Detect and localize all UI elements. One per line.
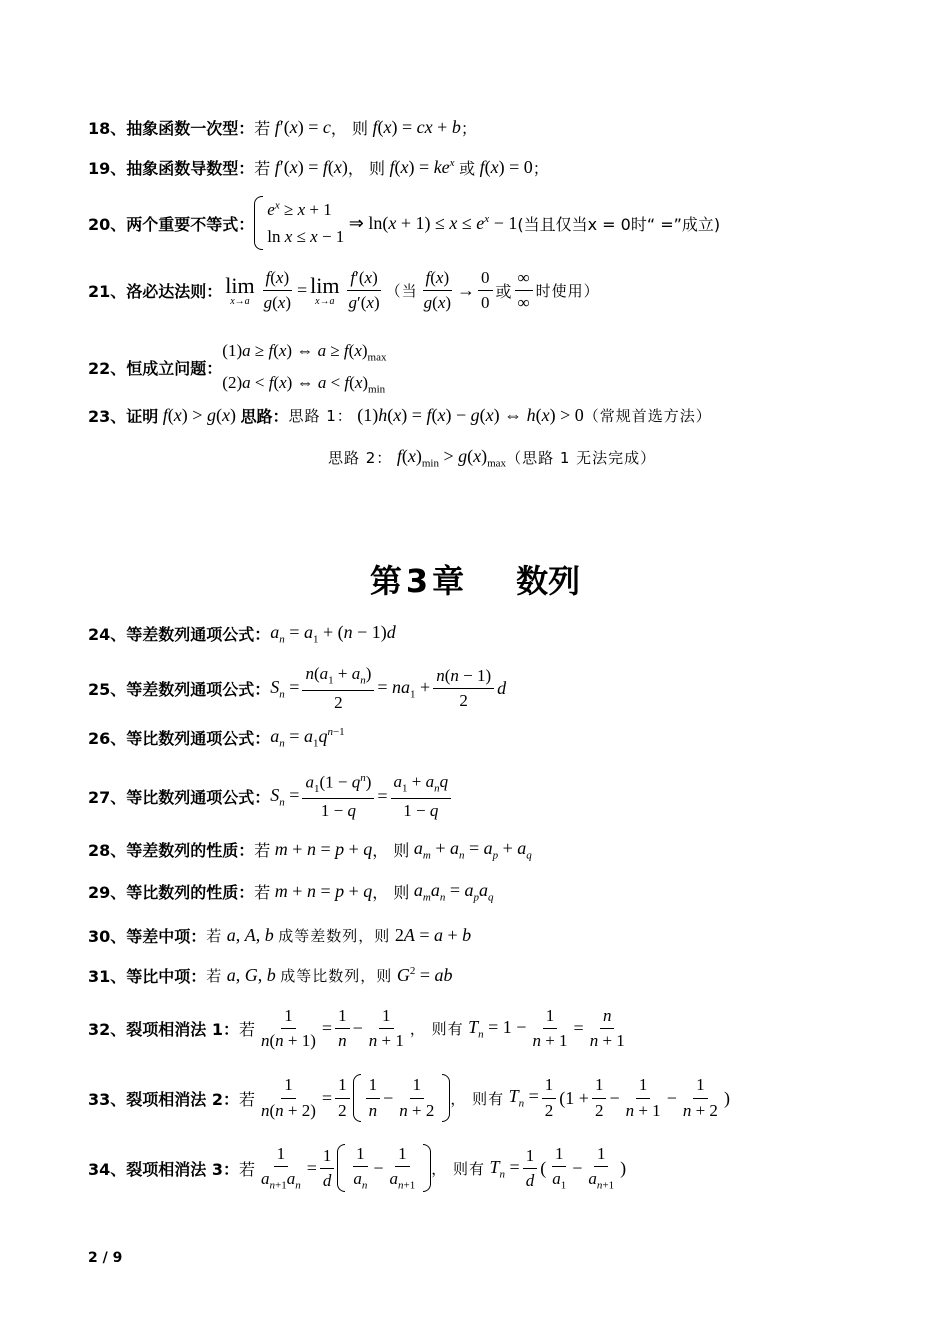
limit: lim x→a xyxy=(225,272,255,307)
item-label: 29、等比数列的性质： xyxy=(88,883,255,903)
item-label: 19、抽象函数导数型： xyxy=(88,159,255,178)
formula: m + n = p + q xyxy=(274,881,373,902)
formula: 2A = a + b xyxy=(390,925,472,945)
item-label: 32、裂项相消法 1： xyxy=(88,1020,239,1040)
item-label: 25、等差数列通项公式： xyxy=(88,679,271,699)
item-20: 20、两个重要不等式： $e^x \ge x + 1$ ln x ≤ x − 1 ⇒ $\ln(x + 1) \le x \le e^x - 1$ (当且仅当x = 0时“ =”成立) xyxy=(88,196,720,250)
formula: f(x) = cx + b xyxy=(372,117,461,137)
item-label: 34、裂项相消法 3： xyxy=(88,1159,239,1179)
item-29: 29、等比数列的性质： 若 m + n = p + q ， 则 $a_ma_n = a_pa_q$ xyxy=(88,880,494,904)
formula: $a_n = a_1 + (n - 1)d$ xyxy=(270,622,396,646)
item-label: 31、等比中项： xyxy=(88,967,207,986)
item-label: 18、抽象函数一次型： xyxy=(88,119,255,138)
formula: f′(x) = f(x) xyxy=(274,157,348,177)
item-23: 23、证明 f(x) > g(x) 思路： 思路 1： (1)h(x) = f(x) − g(x) ⇔ h(x) > 0 （常规首选方法） xyxy=(88,405,712,426)
item-26 xyxy=(88,726,345,750)
item-21: 21、洛必达法则： lim x→a $\frac{f(x)}{g(x)}$ = lim x→a $\frac{f'(x)}{g'(x)}$ （当 $\frac{f(x)}{g(x)}$ → $\frac{0}{0}$ 或 $\frac{\infty}{\infty}$ 时使用） xyxy=(88,268,600,313)
formula: $f(x)_{min} > g(x)_{max}$ xyxy=(396,446,507,470)
formula: ⇒ $\ln(x + 1) \le x \le e^x - 1$ xyxy=(344,212,518,233)
item-label: 27、等比数列通项公式： xyxy=(88,788,271,808)
formula-stack: (1)a ≥ f(x) ⇔ $a \ge f(x)_{max}$ (2)a < f(x) ⇔ $a < f(x)_{min}$ xyxy=(222,341,387,396)
formula: $f(x) = ke^x$ xyxy=(389,157,455,177)
item-label: 20、两个重要不等式： xyxy=(88,214,255,234)
item-label: 26、等比数列通项公式： xyxy=(88,729,271,749)
item-label: 28、等差数列的性质： xyxy=(88,841,255,861)
item-label: 24、等差数列通项公式： xyxy=(88,625,271,645)
formula: m + n = p + q xyxy=(274,839,373,860)
item-32: 32、裂项相消法 1： 若 $\frac{1}{n(n + 1)}$ = $\frac{1}{n}$ − $\frac{1}{n + 1}$ ， 则有 $T_n = 1$ − $\frac{1}{n + 1}$ = $\frac{n}{n + 1}$ xyxy=(88,1006,625,1051)
formula: f(x) = 0 xyxy=(479,157,533,177)
item-28: 28、等差数列的性质： 若 m + n = p + q ， 则 $a_m + a_n = a_p + a_q$ xyxy=(88,838,532,862)
formula: $a_m + a_n = a_p + a_q$ xyxy=(413,838,532,862)
formula: $G^2$ = ab xyxy=(396,965,453,985)
item-19: 19、抽象函数导数型： 若 f′(x) = f(x) ， 则 $f(x) = ke^x$ 或 f(x) = 0 ； xyxy=(88,157,549,178)
item-33: 33、裂项相消法 2： 若 $\frac{1}{n(n + 2)}$ = $\frac{1}{2}$ $\frac{1}{n}$ − $\frac{1}{n + 2}$ ， 则有 $T_n$ = $\frac{1}{2}$ (1 + $\frac{1}{2}$ − $\frac{1}{n + 1}$ − $\frac{1}{n + 2}$ ) xyxy=(88,1074,730,1122)
formula: $a_n = a_1q^{n-1}$ xyxy=(270,726,345,750)
formula: a, A, b xyxy=(226,925,274,945)
item-label: 22、恒成立问题： xyxy=(88,359,223,379)
inequality-system: $e^x \ge x + 1$ ln x ≤ x − 1 xyxy=(254,196,344,250)
item-27: 27、等比数列通项公式： $S_n$ = $\frac{a_1(1 - q^n)}{1 - q}$ = $\frac{a_1 + a_nq}{1 - q}$ xyxy=(88,772,454,822)
chapter-heading: 第 3 章 数列 xyxy=(369,562,581,600)
item-label: 33、裂项相消法 2： xyxy=(88,1089,239,1109)
item-31: 31、等比中项： 若 a, G, b 成等比数列，则 $G^2$ = ab xyxy=(88,965,453,986)
formula: a, G, b xyxy=(226,965,276,985)
formula: f′(x) = c xyxy=(274,117,331,137)
formula: $a_ma_n = a_pa_q$ xyxy=(413,880,494,904)
item-30: 30、等差中项： 若 a, A, b 成等差数列，则 2A = a + b xyxy=(88,925,472,946)
item-34: 34、裂项相消法 3： 若 $\frac{1}{a_{n+1}a_n}$ = $\frac{1}{d}$ $\frac{1}{a_n}$ − $\frac{1}{a_{n+1}}$ ， 则有 $T_n$ = $\frac{1}{d}$ ( $\frac{1}{a_1}$ − $\frac{1}{a_{n+1}}$ ) xyxy=(88,1144,627,1192)
item-23-idea2: 思路 2： $f(x)_{min} > g(x)_{max}$ （思路 1 无法完成） xyxy=(328,446,657,470)
formula: (1)h(x) = f(x) − g(x) ⇔ h(x) > 0 xyxy=(352,405,584,425)
item-24 xyxy=(88,622,396,646)
item-label: 30、等差中项： xyxy=(88,927,207,946)
item-22 xyxy=(88,336,387,399)
page-number: 2 / 9 xyxy=(88,1250,123,1266)
item-label: 21、洛必达法则： xyxy=(88,282,223,302)
item-18: 18、抽象函数一次型： 若 f′(x) = c ， 则 f(x) = cx + b ； xyxy=(88,117,477,138)
item-25: 25、等差数列通项公式： $S_n$ = $\frac{n(a_1 + a_n)}{2}$ = $na_1$ + $\frac{n(n - 1)}{2}$ d xyxy=(88,664,507,712)
limit: lim x→a xyxy=(310,272,340,307)
formula: f(x) > g(x) xyxy=(162,405,241,425)
